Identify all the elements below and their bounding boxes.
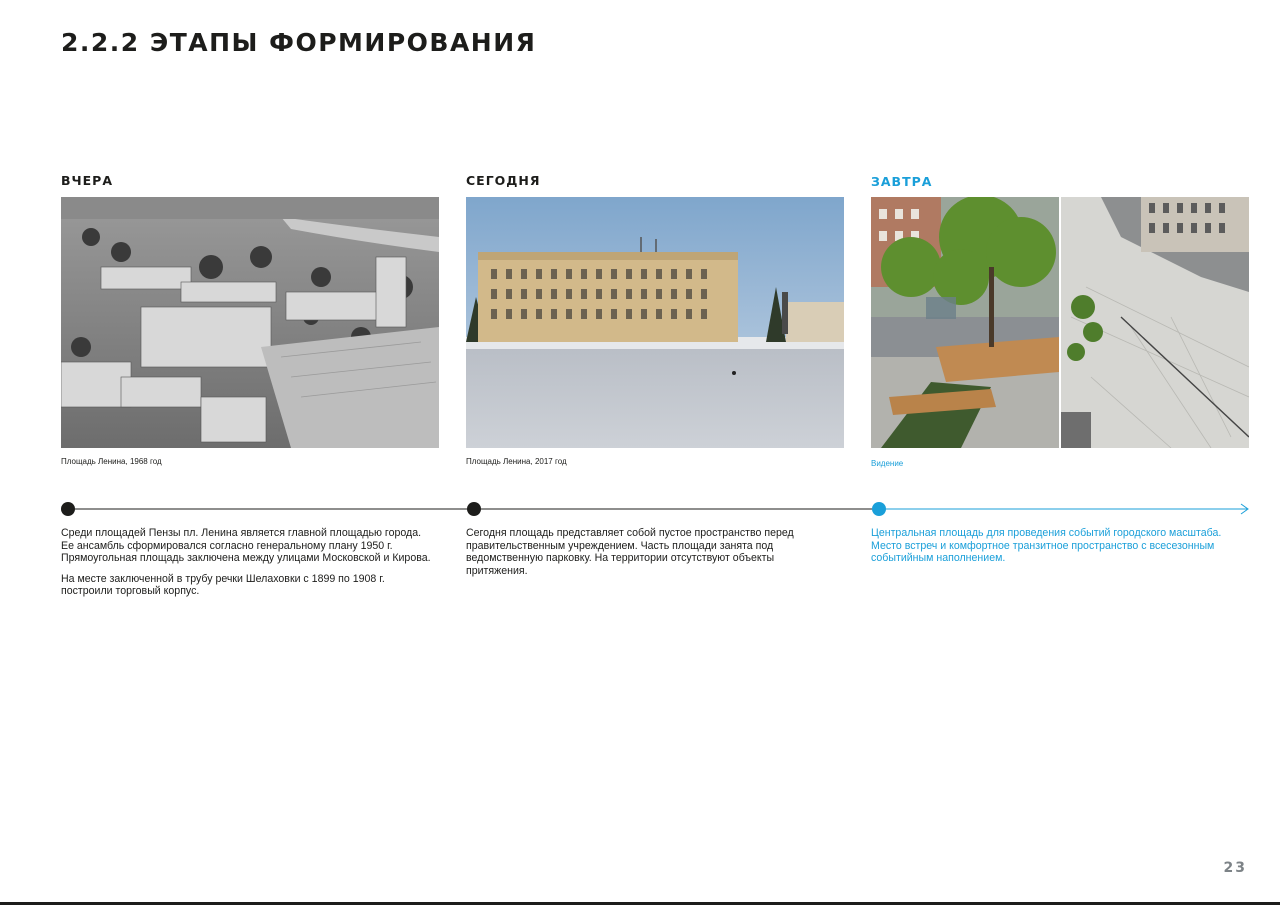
column-description [466,527,838,585]
vision-reference-photos [871,197,1249,448]
timeline-dot-yesterday [61,502,75,516]
column-heading: СЕГОДНЯ [466,173,541,188]
photo-caption: Площадь Ленина, 2017 год [466,457,567,466]
description-paragraph: Центральная площадь для проведения событий городского масштаба. Место встреч и комфортное транзитное пространство с всесезонным событийным наполнением. [871,527,1222,565]
column-heading: ВЧЕРА [61,173,114,188]
column-description [61,527,433,606]
column-heading: ЗАВТРА [871,174,933,189]
timeline-dot-tomorrow [872,502,886,516]
description-paragraph: Среди площадей Пензы пл. Ленина является главной площадью города. Ее ансамбль сформировался согласно генеральному плану 1950 г. Прямоугольная площадь заключена между улицами Московской и Кирова. [61,527,431,565]
photo-caption: Площадь Ленина, 1968 год [61,457,162,466]
description-paragraph: На месте заключенной в трубу речки Шелаховки с 1899 по 1908 г. построили торговый корпус. [61,572,385,598]
page-number: 23 [1223,860,1247,876]
historic-aerial-photo [61,197,439,448]
photo-caption: Видение [871,459,904,468]
timeline-arrow-icon [1241,504,1248,514]
timeline-dot-today [467,502,481,516]
page-title: 2.2.2 ЭТАПЫ ФОРМИРОВАНИЯ [61,28,537,57]
winter-square-photo [466,197,844,448]
description-paragraph: Сегодня площадь представляет собой пустое пространство перед правительственным учреждением. Часть площади занята под ведомственную парковку. На территории отсутствуют объекты притяжения. [466,527,794,577]
column-description [871,527,1243,573]
